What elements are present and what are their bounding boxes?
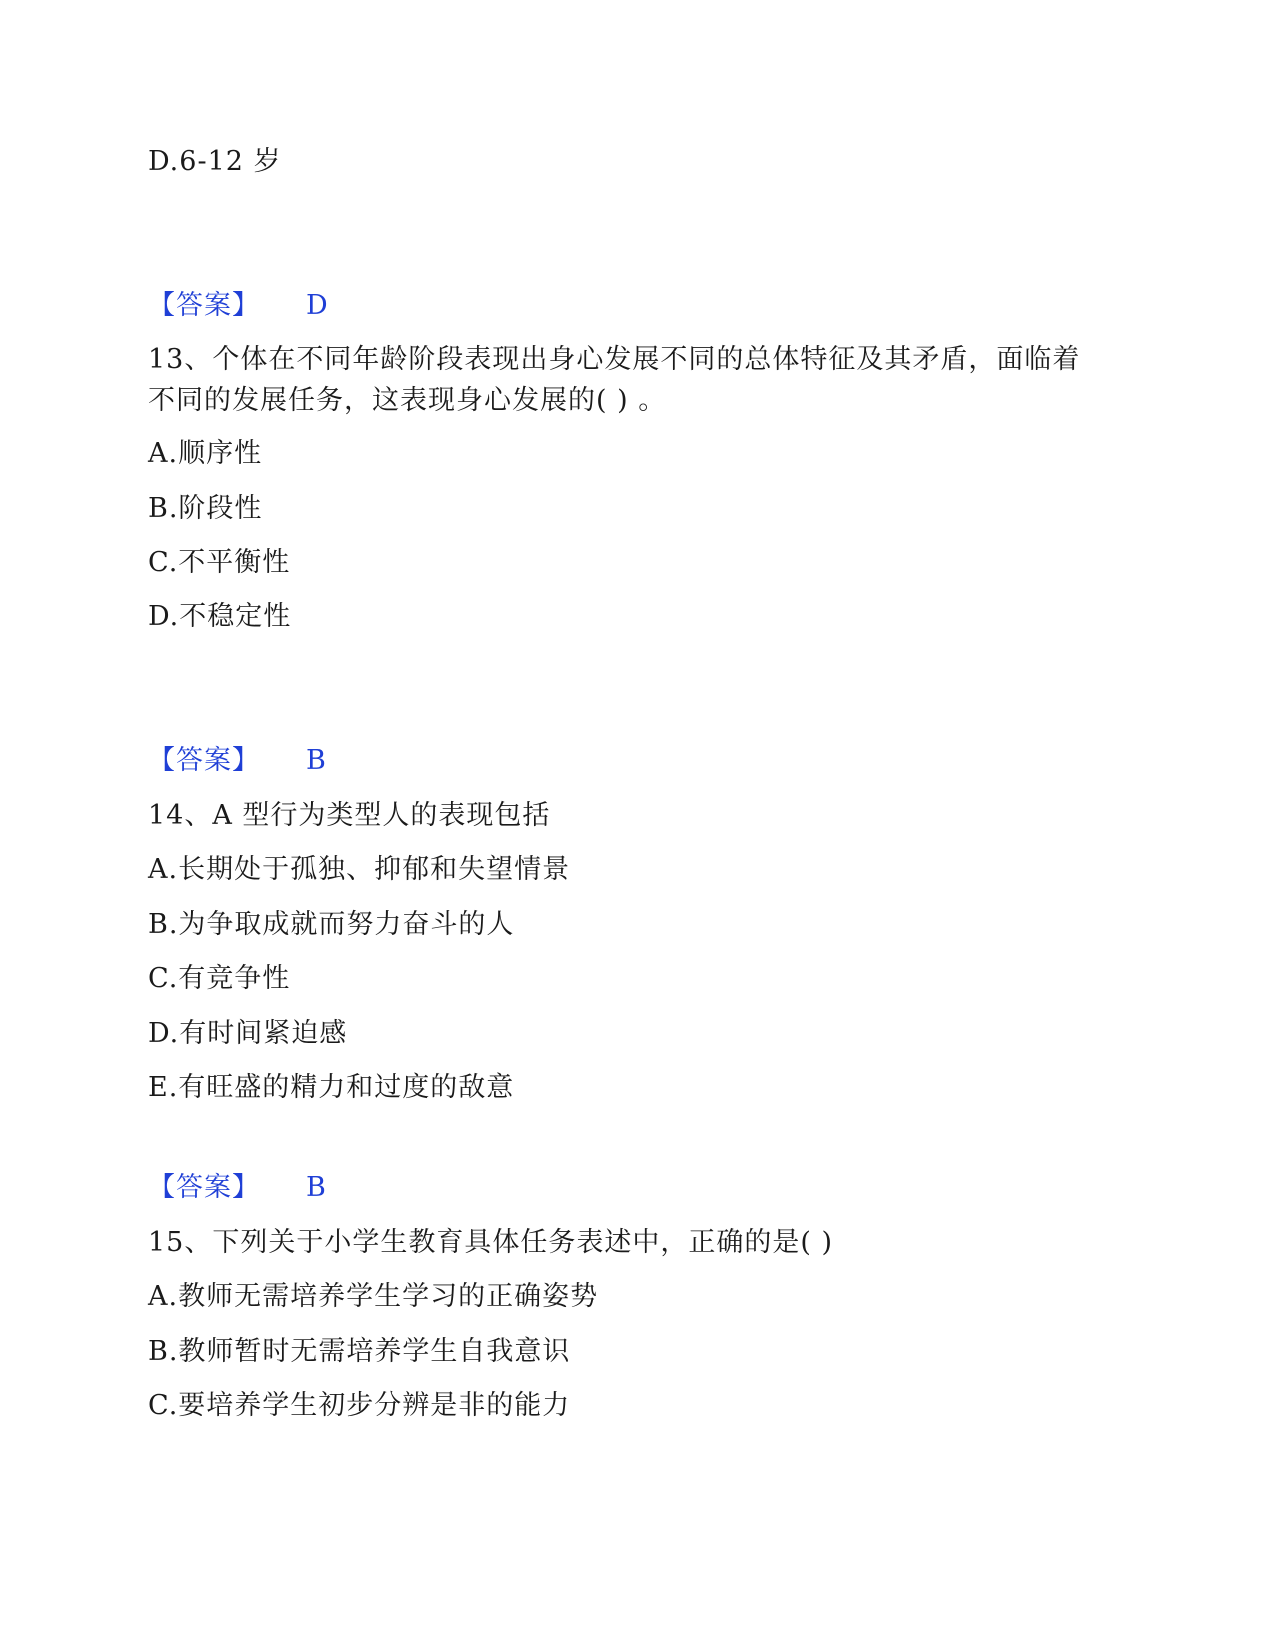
answer-value: B <box>306 745 326 776</box>
answer-value: B <box>306 1172 326 1203</box>
q15-option-b: B.教师暂时无需培养学生自我意识 <box>148 1336 571 1367</box>
answer-label: 【答案】 <box>148 745 260 776</box>
q13-option-a: A.顺序性 <box>148 438 263 469</box>
q15-option-c: C.要培养学生初步分辨是非的能力 <box>148 1390 571 1421</box>
q13-option-d: D.不稳定性 <box>148 601 292 632</box>
q15-option-a: A.教师无需培养学生学习的正确姿势 <box>148 1281 599 1312</box>
q13-option-b: B.阶段性 <box>148 493 263 524</box>
q15-stem: 15、下列关于小学生教育具体任务表述中，正确的是( ) <box>148 1227 834 1258</box>
q14-option-a: A.长期处于孤独、抑郁和失望情景 <box>148 854 571 885</box>
q13-stem-line2: 不同的发展任务，这表现身心发展的( ) 。 <box>148 385 667 416</box>
q14-stem: 14、A 型行为类型人的表现包括 <box>148 800 551 831</box>
answer-label: 【答案】 <box>148 290 260 321</box>
q14-option-e: E.有旺盛的精力和过度的敌意 <box>148 1072 515 1103</box>
q14-option-d: D.有时间紧迫感 <box>148 1018 348 1049</box>
q13-stem-line1: 13、个体在不同年龄阶段表现出身心发展不同的总体特征及其矛盾，面临着 <box>148 344 1081 375</box>
q14-answer <box>148 1171 326 1205</box>
q13-option-c: C.不平衡性 <box>148 547 291 578</box>
q14-option-c: C.有竞争性 <box>148 963 291 994</box>
q13-answer <box>148 744 326 778</box>
q14-option-b: B.为争取成就而努力奋斗的人 <box>148 909 515 940</box>
q12-answer <box>148 289 328 323</box>
answer-label: 【答案】 <box>148 1172 260 1203</box>
answer-value: D <box>306 290 328 321</box>
q12-option-d: D.6-12 岁 <box>148 146 282 177</box>
